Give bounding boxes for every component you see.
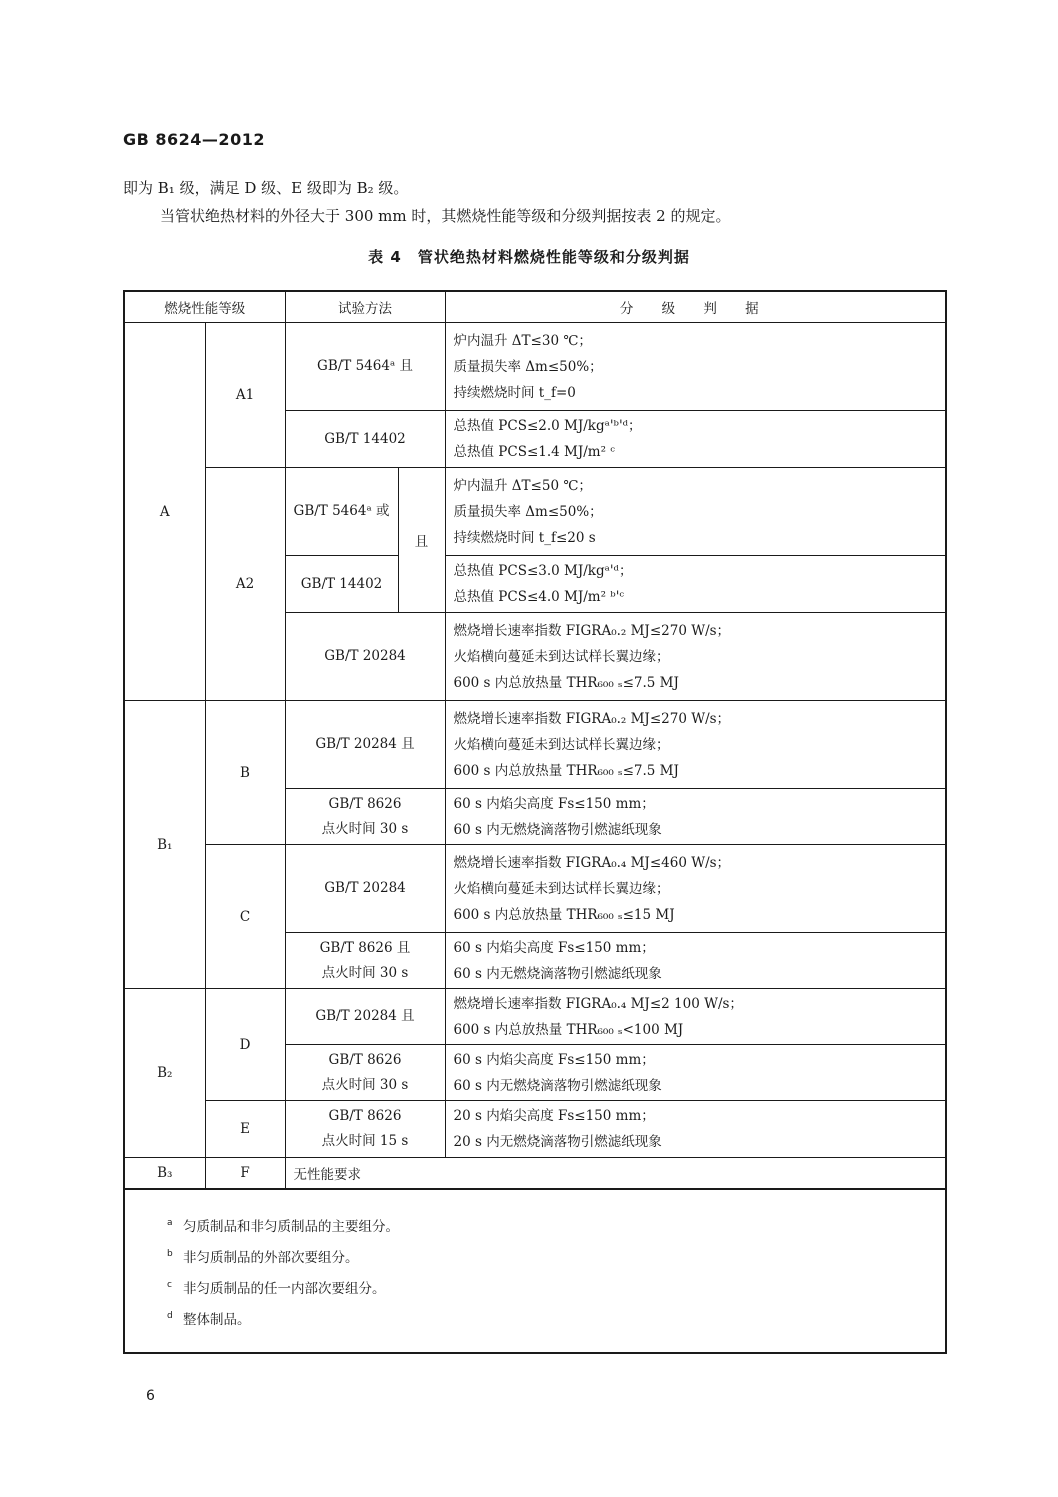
criterion: 20 s 内焰尖高度 Fs≤150 mm；: [453, 1108, 655, 1124]
subclass-f: F: [205, 1158, 285, 1189]
document-header: GB 8624—2012: [123, 130, 265, 149]
criterion: 燃烧增长速率指数 FIGRA₀.₂ MJ≤270 W/s；: [453, 710, 731, 727]
criterion: 总热值 PCS≤1.4 MJ/m² ᶜ: [453, 444, 615, 460]
subclass-c: C: [205, 845, 285, 989]
table-caption: 表 4 管状绝热材料燃烧性能等级和分级判据: [368, 248, 690, 266]
table-row: [124, 468, 946, 556]
method-cell: GB/T 5464ᵃ 或: [285, 468, 398, 556]
footnote-mark: d: [167, 1310, 173, 1321]
method-cell: GB/T 20284: [285, 613, 445, 701]
class-b3: B₃: [124, 1158, 205, 1189]
subclass-b: B: [205, 701, 285, 845]
method-cell: [285, 789, 445, 845]
footnote-mark: b: [167, 1248, 173, 1259]
footnote-mark: a: [167, 1217, 173, 1228]
table-row: [124, 1101, 946, 1158]
footnote-text: 整体制品。: [183, 1311, 251, 1328]
method-line: GB/T 8626 且: [319, 939, 411, 956]
criteria-cell: [445, 789, 946, 845]
criterion: 燃烧增长速率指数 FIGRA₀.₄ MJ≤2 100 W/s；: [453, 995, 743, 1012]
criteria-cell: [445, 701, 946, 789]
method-line: GB/T 8626: [328, 1108, 402, 1124]
method-cell: [285, 933, 445, 989]
table-row: [124, 701, 946, 789]
criteria-cell: [445, 989, 946, 1045]
subclass-a1: A1: [205, 323, 285, 468]
criterion: 600 s 内总放热量 THR₆₀₀ ₛ<100 MJ: [453, 1021, 684, 1038]
footnote: [167, 1241, 945, 1272]
page-number: 6: [146, 1388, 155, 1404]
criteria-cell: 无性能要求: [285, 1158, 946, 1189]
criteria-cell: [445, 323, 946, 411]
table-header-row: [124, 291, 946, 323]
criterion: 60 s 内无燃烧滴落物引燃滤纸现象: [453, 821, 662, 838]
footnote: [167, 1303, 945, 1334]
criterion: 总热值 PCS≤3.0 MJ/kgᵃ'ᵈ；: [453, 563, 633, 579]
method-cell: GB/T 20284 且: [285, 989, 445, 1045]
criterion: 600 s 内总放热量 THR₆₀₀ ₛ≤7.5 MJ: [453, 674, 679, 691]
paragraph-2: 当管状绝热材料的外径大于 300 mm 时，其燃烧性能等级和分级判据按表 2 的规定。: [160, 207, 731, 225]
criterion: 质量损失率 Δm≤50%；: [453, 358, 603, 375]
criterion: 燃烧增长速率指数 FIGRA₀.₄ MJ≤460 W/s；: [453, 854, 731, 871]
table-row: [124, 1158, 946, 1189]
criterion: 持续燃烧时间 t_f≤20 s: [453, 529, 596, 546]
criterion: 600 s 内总放热量 THR₆₀₀ ₛ≤15 MJ: [453, 906, 675, 923]
method-cell: GB/T 20284: [285, 845, 445, 933]
method-cell: GB/T 14402: [285, 556, 398, 613]
method-line: GB/T 8626: [328, 795, 402, 812]
table-notes: [124, 1189, 946, 1353]
criterion: 20 s 内无燃烧滴落物引燃滤纸现象: [453, 1134, 662, 1150]
criterion: 60 s 内焰尖高度 Fs≤150 mm；: [453, 939, 655, 956]
criteria-cell: [445, 468, 946, 556]
table-row: [124, 323, 946, 411]
header-criteria: 分 级 判 据: [445, 291, 946, 323]
criterion: 60 s 内无燃烧滴落物引燃滤纸现象: [453, 1077, 662, 1094]
footnote-text: 非匀质制品的外部次要组分。: [183, 1249, 359, 1266]
method-cell: [285, 1101, 445, 1158]
criterion: 燃烧增长速率指数 FIGRA₀.₂ MJ≤270 W/s；: [453, 622, 731, 639]
method-cell: [285, 1045, 445, 1101]
criterion: 总热值 PCS≤4.0 MJ/m² ᵇ'ᶜ: [453, 589, 625, 605]
method-line: 点火时间 30 s: [321, 820, 409, 837]
class-b2: B₂: [124, 989, 205, 1158]
criterion: 总热值 PCS≤2.0 MJ/kgᵃ'ᵇ'ᵈ；: [453, 418, 642, 434]
method-line: 点火时间 30 s: [321, 1076, 409, 1093]
header-class: 燃烧性能等级: [124, 291, 285, 323]
criteria-cell: [445, 411, 946, 468]
method-cell: GB/T 20284 且: [285, 701, 445, 789]
method-line: GB/T 8626: [328, 1051, 402, 1068]
and-marker: 且: [398, 468, 445, 613]
footnote-mark: c: [167, 1279, 172, 1290]
table-row: [124, 989, 946, 1045]
method-cell: GB/T 5464ᵃ 且: [285, 323, 445, 411]
criteria-cell: [445, 613, 946, 701]
footnote: [167, 1272, 945, 1303]
footnote-text: 非匀质制品的任一内部次要组分。: [183, 1280, 386, 1297]
criteria-cell: [445, 1101, 946, 1158]
criterion: 火焰横向蔓延未到达试样长翼边缘；: [453, 648, 670, 665]
criterion: 600 s 内总放热量 THR₆₀₀ ₛ≤7.5 MJ: [453, 762, 679, 779]
class-b1: B₁: [124, 701, 205, 989]
criterion: 60 s 内焰尖高度 Fs≤150 mm；: [453, 1051, 655, 1068]
criterion: 炉内温升 ΔT≤30 ℃；: [453, 332, 592, 349]
criterion: 60 s 内焰尖高度 Fs≤150 mm；: [453, 795, 655, 812]
criterion: 火焰横向蔓延未到达试样长翼边缘；: [453, 736, 670, 753]
method-line: 点火时间 15 s: [321, 1133, 409, 1149]
criteria-cell: [445, 1045, 946, 1101]
criterion: 炉内温升 ΔT≤50 ℃；: [453, 477, 592, 494]
subclass-e: E: [205, 1101, 285, 1158]
subclass-d: D: [205, 989, 285, 1101]
footnote: [167, 1210, 945, 1241]
criterion: 60 s 内无燃烧滴落物引燃滤纸现象: [453, 965, 662, 982]
criteria-cell: [445, 556, 946, 613]
criteria-cell: [445, 933, 946, 989]
method-line: 点火时间 30 s: [321, 964, 409, 981]
header-method: 试验方法: [285, 291, 445, 323]
criterion: 火焰横向蔓延未到达试样长翼边缘；: [453, 880, 670, 897]
class-a: A: [124, 323, 205, 701]
paragraph-1: 即为 B₁ 级，满足 D 级、E 级即为 B₂ 级。: [123, 179, 409, 197]
table-row: [124, 845, 946, 933]
method-cell: GB/T 14402: [285, 411, 445, 468]
criterion: 持续燃烧时间 t_f=0: [453, 384, 576, 401]
table-notes-row: [124, 1189, 946, 1353]
subclass-a2: A2: [205, 468, 285, 701]
footnote-text: 匀质制品和非匀质制品的主要组分。: [183, 1218, 399, 1235]
criterion: 质量损失率 Δm≤50%；: [453, 503, 603, 520]
fire-classification-table: [123, 290, 947, 1354]
criteria-cell: [445, 845, 946, 933]
